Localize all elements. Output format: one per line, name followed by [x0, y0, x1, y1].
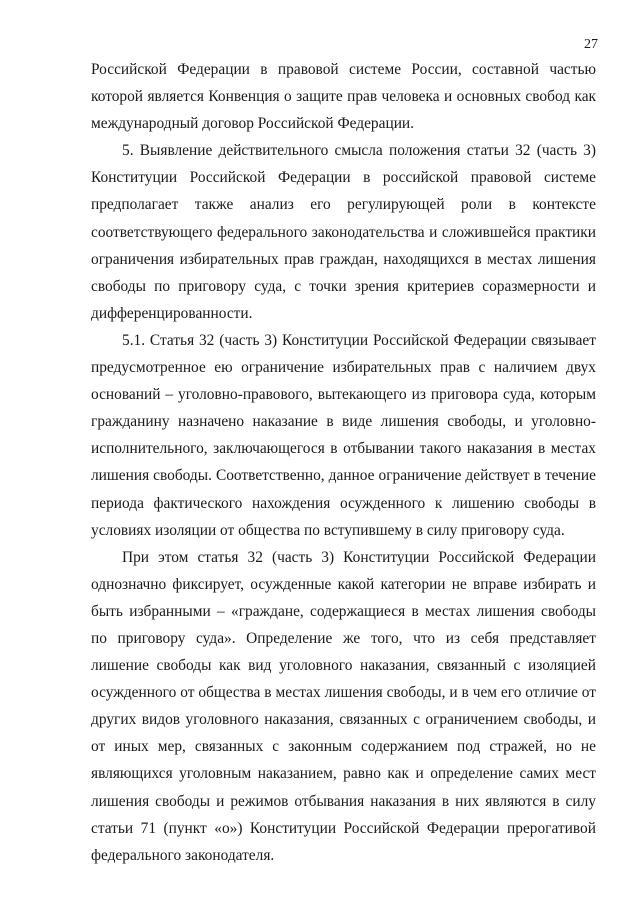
paragraph-continuation: Российской Федерации в правовой системе России, составной частью которой является Конвенция о защите прав человека и основных свобод как международный договор Российской Федерации.: [91, 61, 596, 133]
paragraph-5-1-continued: При этом статья 32 (часть 3) Конституции Российской Федерации однозначно фиксирует, осужденные какой категории не вправе избирать и быть избранными – «граждане, содержащиеся в местах лишения свободы по приговору суда». Определение же того, что из себя представляет лишение свободы как вид уголовного наказания, связанный с изоляцией осужденного от общества в местах лишения свободы, и в чем его отличие от других видов уголовного наказания, связанных с ограничением свободы, и от иных мер, связанных с законным содержанием под стражей, но не являющихся уголовным наказанием, равно как и определение самих мест лишения свободы и режимов отбывания наказания в них являются в силу статьи 71 (пункт «о») Конституции Российской Федерации прерогативой федерального законодателя.: [91, 548, 596, 864]
paragraph-5-1: 5.1. Статья 32 (часть 3) Конституции Российской Федерации связывает предусмотренное ею ограничение избирательных прав с наличием двух оснований – уголовно-правового, вытекающего из приговора суда, которым гражданину назначено наказание в виде лишения свободы, и уголовно-исполнительного, заключающегося в отбывании такого наказания в местах лишения свободы. Соответственно, данное ограничение действует в течение периода фактического нахождения осужденного к лишению свободы в условиях изоляции от общества по вступившему в силу приговору суда.: [91, 331, 596, 539]
paragraph-5: 5. Выявление действительного смысла положения статьи 32 (часть 3) Конституции Российской Федерации в российской правовой системе предполагает также анализ его регулирующей роли в контексте соответствующего федерального законодательства и сложившейся практики ограничения избирательных прав граждан, находящихся в местах лишения свободы по приговору суда, с точки зрения критериев соразмерности и дифференцированности.: [91, 142, 596, 322]
page-number: 27: [584, 37, 598, 52]
document-body: [91, 56, 596, 869]
